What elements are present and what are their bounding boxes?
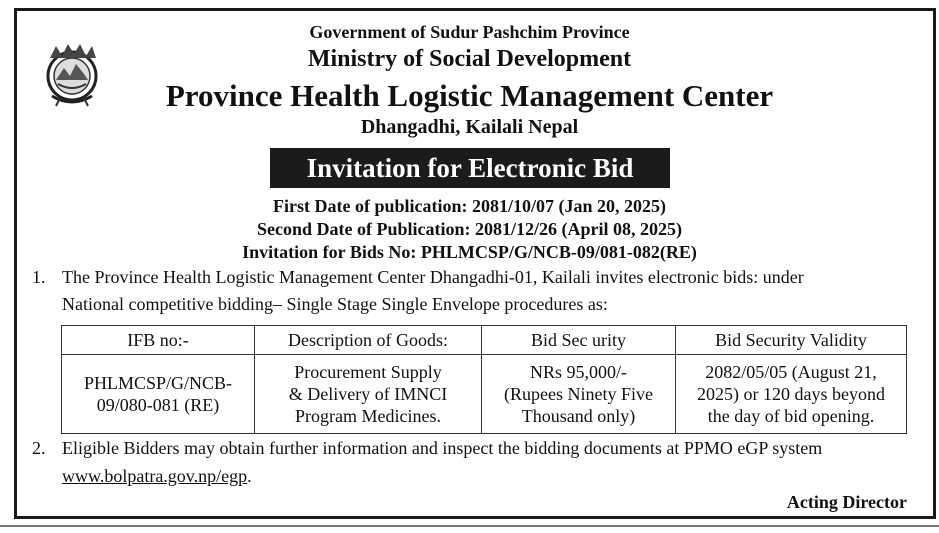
government-title: Government of Sudur Pashchim Province — [309, 22, 630, 42]
ifb-number: Invitation for Bids No: PHLMCSP/G/NCB-09/081-082(RE) — [242, 242, 697, 262]
item-2-line-2 — [62, 466, 252, 487]
location-text: Dhangadhi, Kailali Nepal — [360, 116, 579, 138]
cell-ifb-line: PHLMCSP/G/NCB- — [83, 373, 233, 393]
cell-description — [255, 355, 482, 434]
cell-security-line: NRs 95,000/- — [529, 362, 627, 382]
cell-ifb-line: 09/080-081 (RE) — [96, 395, 220, 415]
item-1-line-2: National competitive bidding– Single Stage Single Envelope procedures as: — [62, 294, 608, 314]
cell-validity-line: the day of bid opening. — [707, 406, 875, 426]
center-title: Province Health Logistic Management Center — [165, 78, 774, 113]
cell-security — [482, 355, 676, 434]
header-bid-security: Bid Sec urity — [482, 326, 676, 355]
cell-description-line: Program Medicines. — [295, 406, 441, 426]
first-publication-date: First Date of publication: 2081/10/07 (Jan 20, 2025) — [273, 196, 666, 216]
bottom-divider — [0, 525, 939, 527]
cell-security-line: Thousand only) — [521, 406, 636, 426]
bid-table — [61, 325, 907, 434]
item-2-line-1: Eligible Bidders may obtain further information and inspect the bidding documents at PPMO eGP system — [62, 438, 823, 458]
item-1-line-1: The Province Health Logistic Management Center Dhangadhi-01, Kailali invites electronic bids: under — [62, 267, 804, 287]
header-description: Description of Goods: — [255, 326, 482, 355]
table-header-row — [62, 326, 907, 355]
signature-title: Acting Director — [786, 492, 907, 512]
cell-security-line: (Rupees Ninety Five — [504, 384, 653, 404]
header-validity: Bid Security Validity — [676, 326, 907, 355]
cell-validity-line: 2082/05/05 (August 21, — [705, 362, 877, 382]
item-2-period: . — [247, 466, 252, 486]
item-2-number: 2. — [32, 438, 46, 458]
table-row — [62, 355, 907, 434]
second-publication-date: Second Date of Publication: 2081/12/26 (April 08, 2025) — [257, 219, 682, 239]
notice-banner: Invitation for Electronic Bid — [270, 148, 670, 188]
item-1-number: 1. — [32, 267, 46, 287]
cell-ifb — [62, 355, 255, 434]
cell-description-line: Procurement Supply — [294, 362, 442, 382]
cell-validity-line: 2025) or 120 days beyond — [697, 384, 885, 404]
cell-validity — [676, 355, 907, 434]
egp-link[interactable]: www.bolpatra.gov.np/egp — [62, 466, 248, 486]
ministry-title: Ministry of Social Development — [307, 46, 632, 72]
header-ifb: IFB no:- — [62, 326, 255, 355]
cell-description-line: & Delivery of IMNCI — [288, 384, 448, 404]
